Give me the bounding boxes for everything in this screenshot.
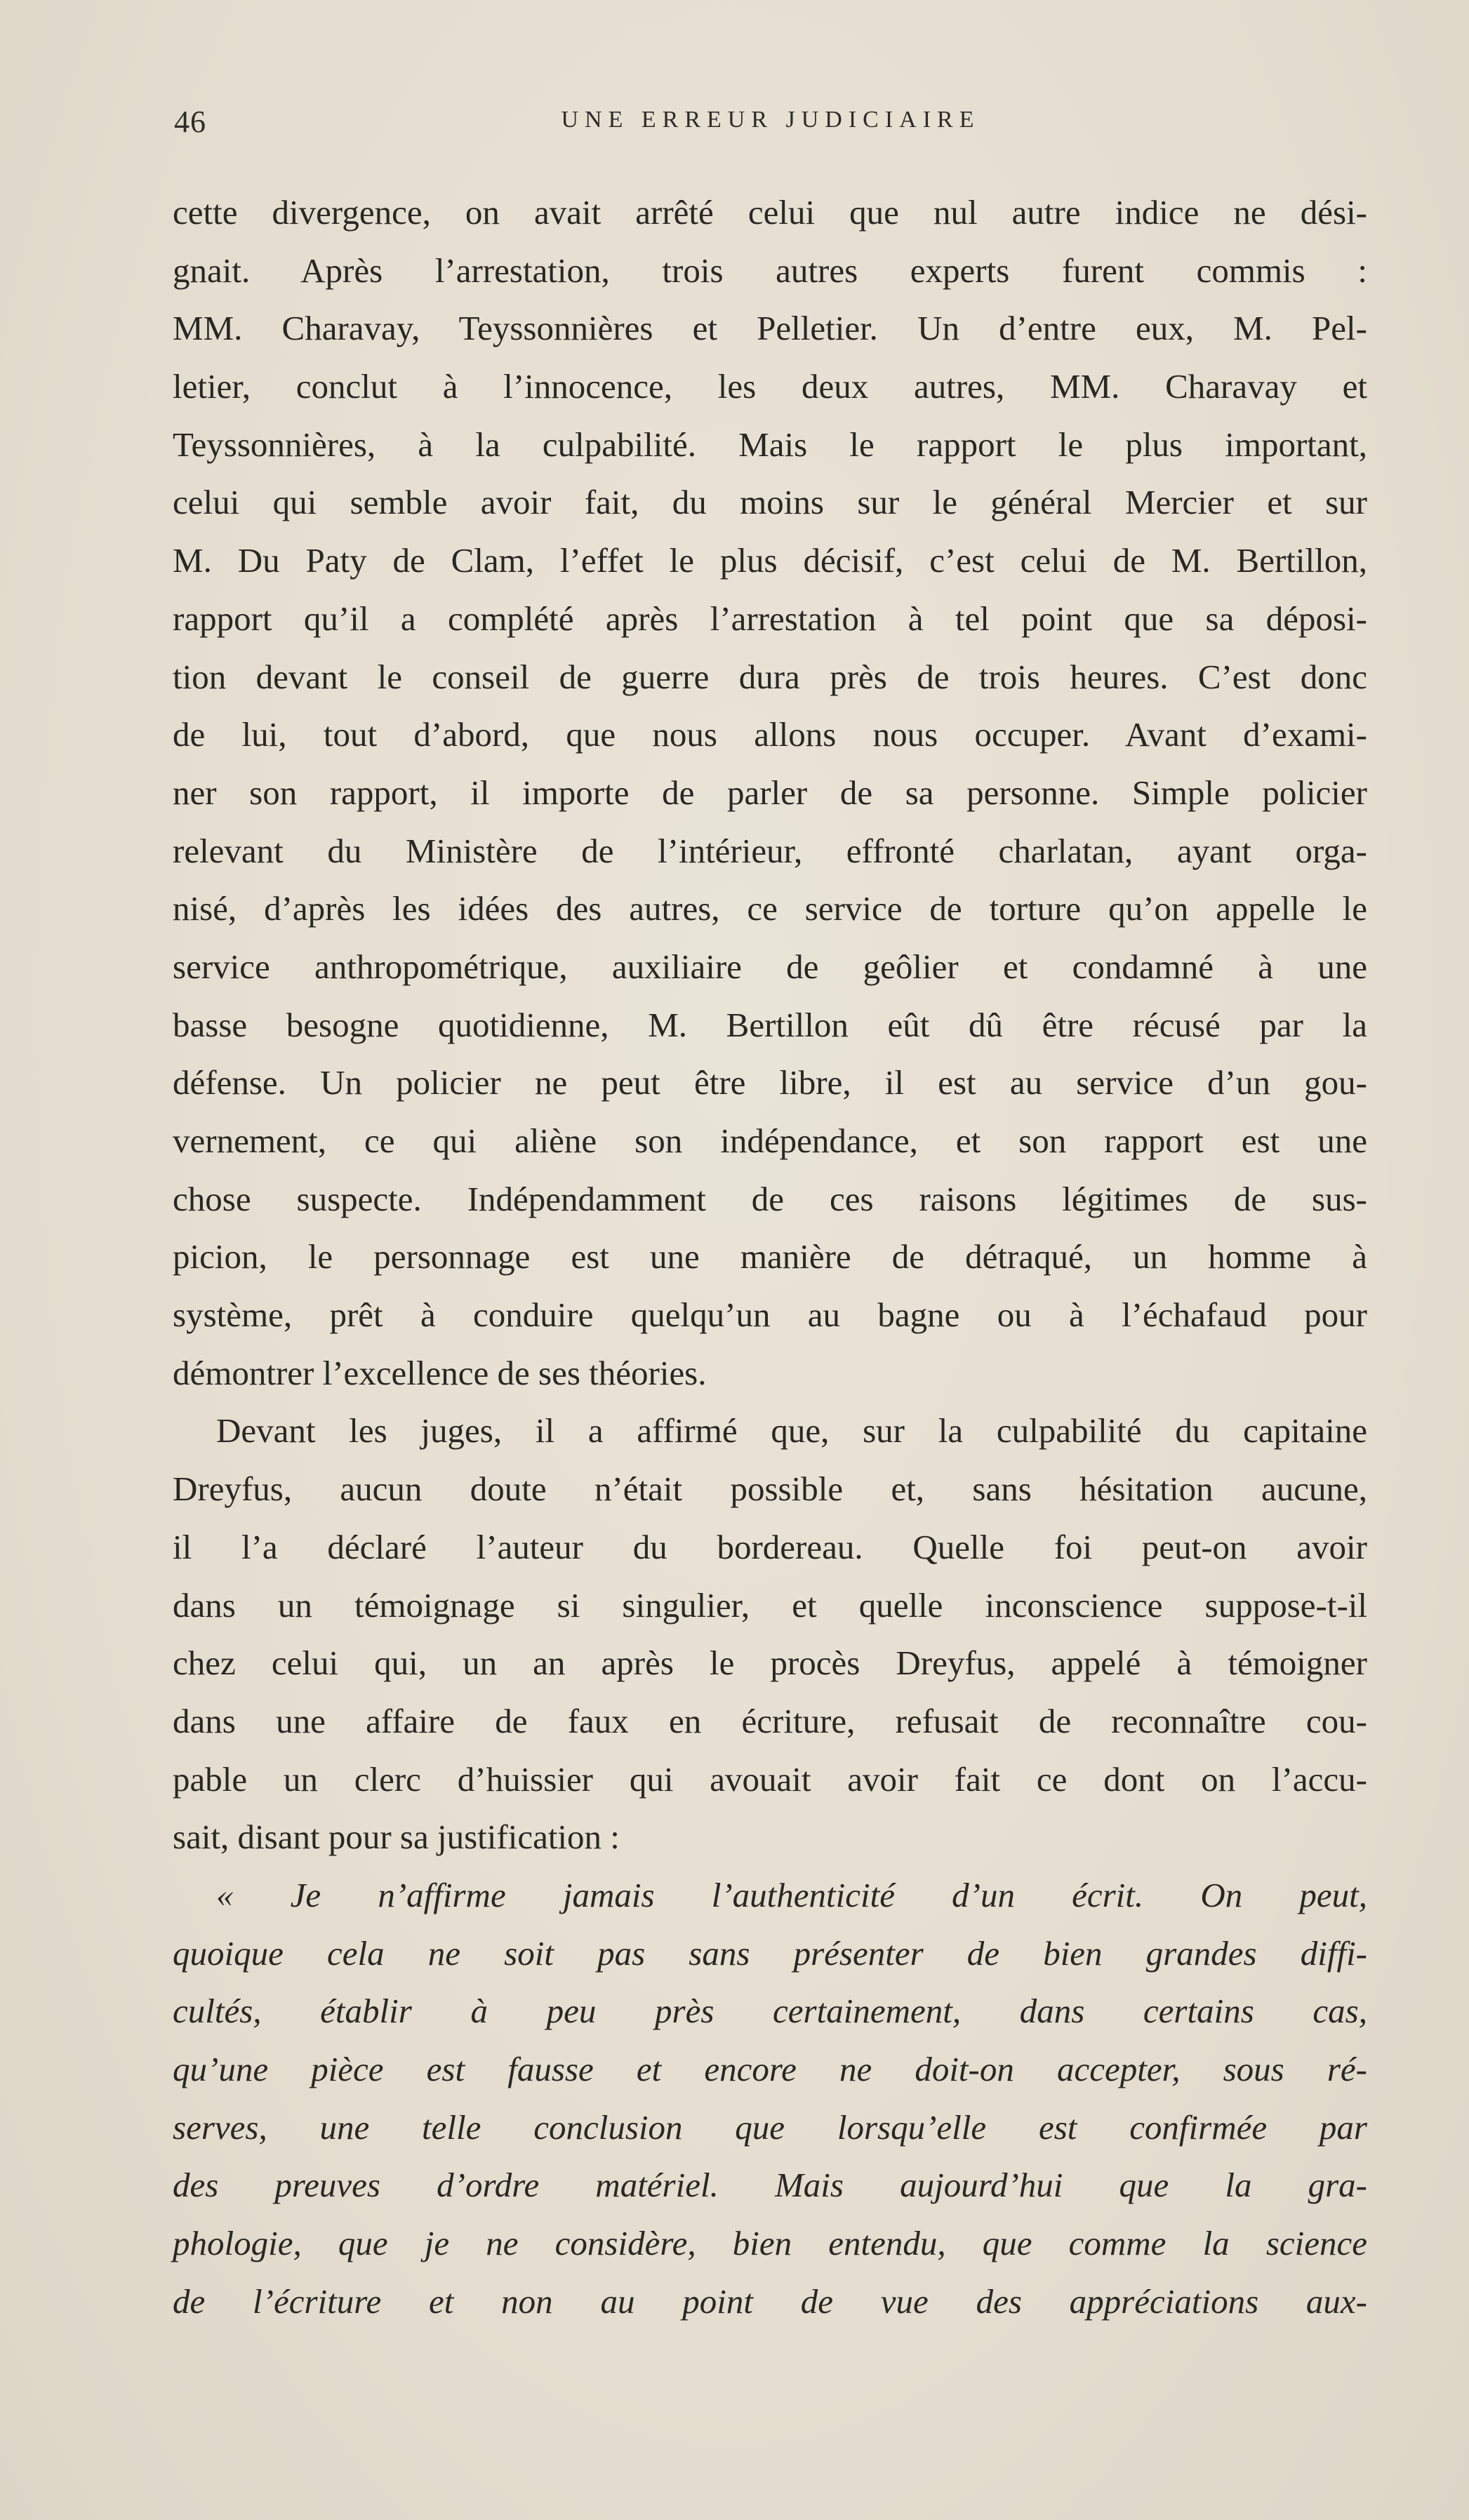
text-line: sait, disant pour sa justification : [173, 1818, 620, 1857]
text-line: Devant les juges, il a affirmé que, sur la culpabilité du capitaine [216, 1411, 1367, 1451]
text-line: de l’écriture et non au point de vue des appréciations aux- [173, 2281, 1367, 2321]
text-line: des preuves d’ordre matériel. Mais aujourd’hui que la gra- [173, 2166, 1367, 2205]
text-line: MM. Charavay, Teyssonnières et Pelletier. Un d’entre eux, M. Pel- [173, 309, 1367, 348]
text-line: cette divergence, on avait arrêté celui que nul autre indice ne dési- [173, 193, 1367, 232]
text-line: de lui, tout d’abord, que nous allons nous occuper. Avant d’exami- [173, 715, 1367, 754]
text-line: rapport qu’il a complété après l’arrestation à tel point que sa déposi- [173, 599, 1367, 638]
text-line: nisé, d’après les idées des autres, ce service de torture qu’on appelle le [173, 889, 1367, 928]
text-line: vernement, ce qui aliène son indépendance, et son rapport est une [173, 1121, 1367, 1160]
text-line: pable un clerc d’huissier qui avouait avoir fait ce dont on l’accu- [173, 1759, 1367, 1799]
text-line: défense. Un policier ne peut être libre, il est au service d’un gou- [173, 1063, 1367, 1102]
text-line: quoique cela ne soit pas sans présenter de bien grandes diffi- [173, 1933, 1367, 1973]
text-line: qu’une pièce est fausse et encore ne doit-on accepter, sous ré- [173, 2050, 1367, 2088]
page-number: 46 [174, 105, 206, 139]
text-line: relevant du Ministère de l’intérieur, effronté charlatan, ayant orga- [173, 831, 1367, 870]
text-line: letier, conclut à l’innocence, les deux autres, MM. Charavay et [173, 367, 1367, 406]
text-line: système, prêt à conduire quelqu’un au bagne ou à l’échafaud pour [173, 1295, 1367, 1335]
page-header [174, 104, 1367, 139]
text-line: Teyssonnières, à la culpabilité. Mais le rapport le plus important, [173, 425, 1367, 464]
text-line: dans un témoignage si singulier, et quelle inconscience suppose-t-il [173, 1585, 1367, 1625]
text-line: cultés, établir à peu près certainement, dans certains cas, [173, 1992, 1367, 2031]
text-line: chose suspecte. Indépendamment de ces raisons légitimes de sus- [173, 1179, 1367, 1218]
text-line: dans une affaire de faux en écriture, refusait de reconnaître cou- [173, 1701, 1367, 1740]
text-line: celui qui semble avoir fait, du moins sur le général Mercier et sur [173, 483, 1367, 522]
running-title: UNE ERREUR JUDICIAIRE [561, 107, 981, 133]
body-text [173, 184, 1367, 2331]
text-line: « Je n’affirme jamais l’authenticité d’un écrit. On peut, [216, 1875, 1367, 1914]
text-line: serves, une telle conclusion que lorsqu’elle est confirmée par [173, 2107, 1367, 2147]
text-line: gnait. Après l’arrestation, trois autres experts furent commis : [173, 251, 1367, 290]
text-line: Dreyfus, aucun doute n’était possible et, sans hésitation aucune, [173, 1469, 1367, 1509]
text-line: service anthropométrique, auxiliaire de geôlier et condamné à une [173, 947, 1367, 986]
text-line: il l’a déclaré l’auteur du bordereau. Quelle foi peut-on avoir [173, 1527, 1367, 1566]
text-line: phologie, que je ne considère, bien entendu, que comme la science [173, 2224, 1367, 2263]
text-line: M. Du Paty de Clam, l’effet le plus décisif, c’est celui de M. Bertillon, [173, 541, 1367, 580]
text-line: ner son rapport, il importe de parler de sa personne. Simple policier [173, 773, 1367, 812]
text-line: basse besogne quotidienne, M. Bertillon eût dû être récusé par la [173, 1005, 1367, 1044]
text-line: tion devant le conseil de guerre dura près de trois heures. C’est donc [173, 657, 1367, 696]
text-line: démontrer l’excellence de ses théories. [173, 1353, 707, 1392]
text-line: picion, le personnage est une manière de détraqué, un homme à [173, 1237, 1367, 1276]
text-line: chez celui qui, un an après le procès Dreyfus, appelé à témoigner [173, 1644, 1367, 1683]
